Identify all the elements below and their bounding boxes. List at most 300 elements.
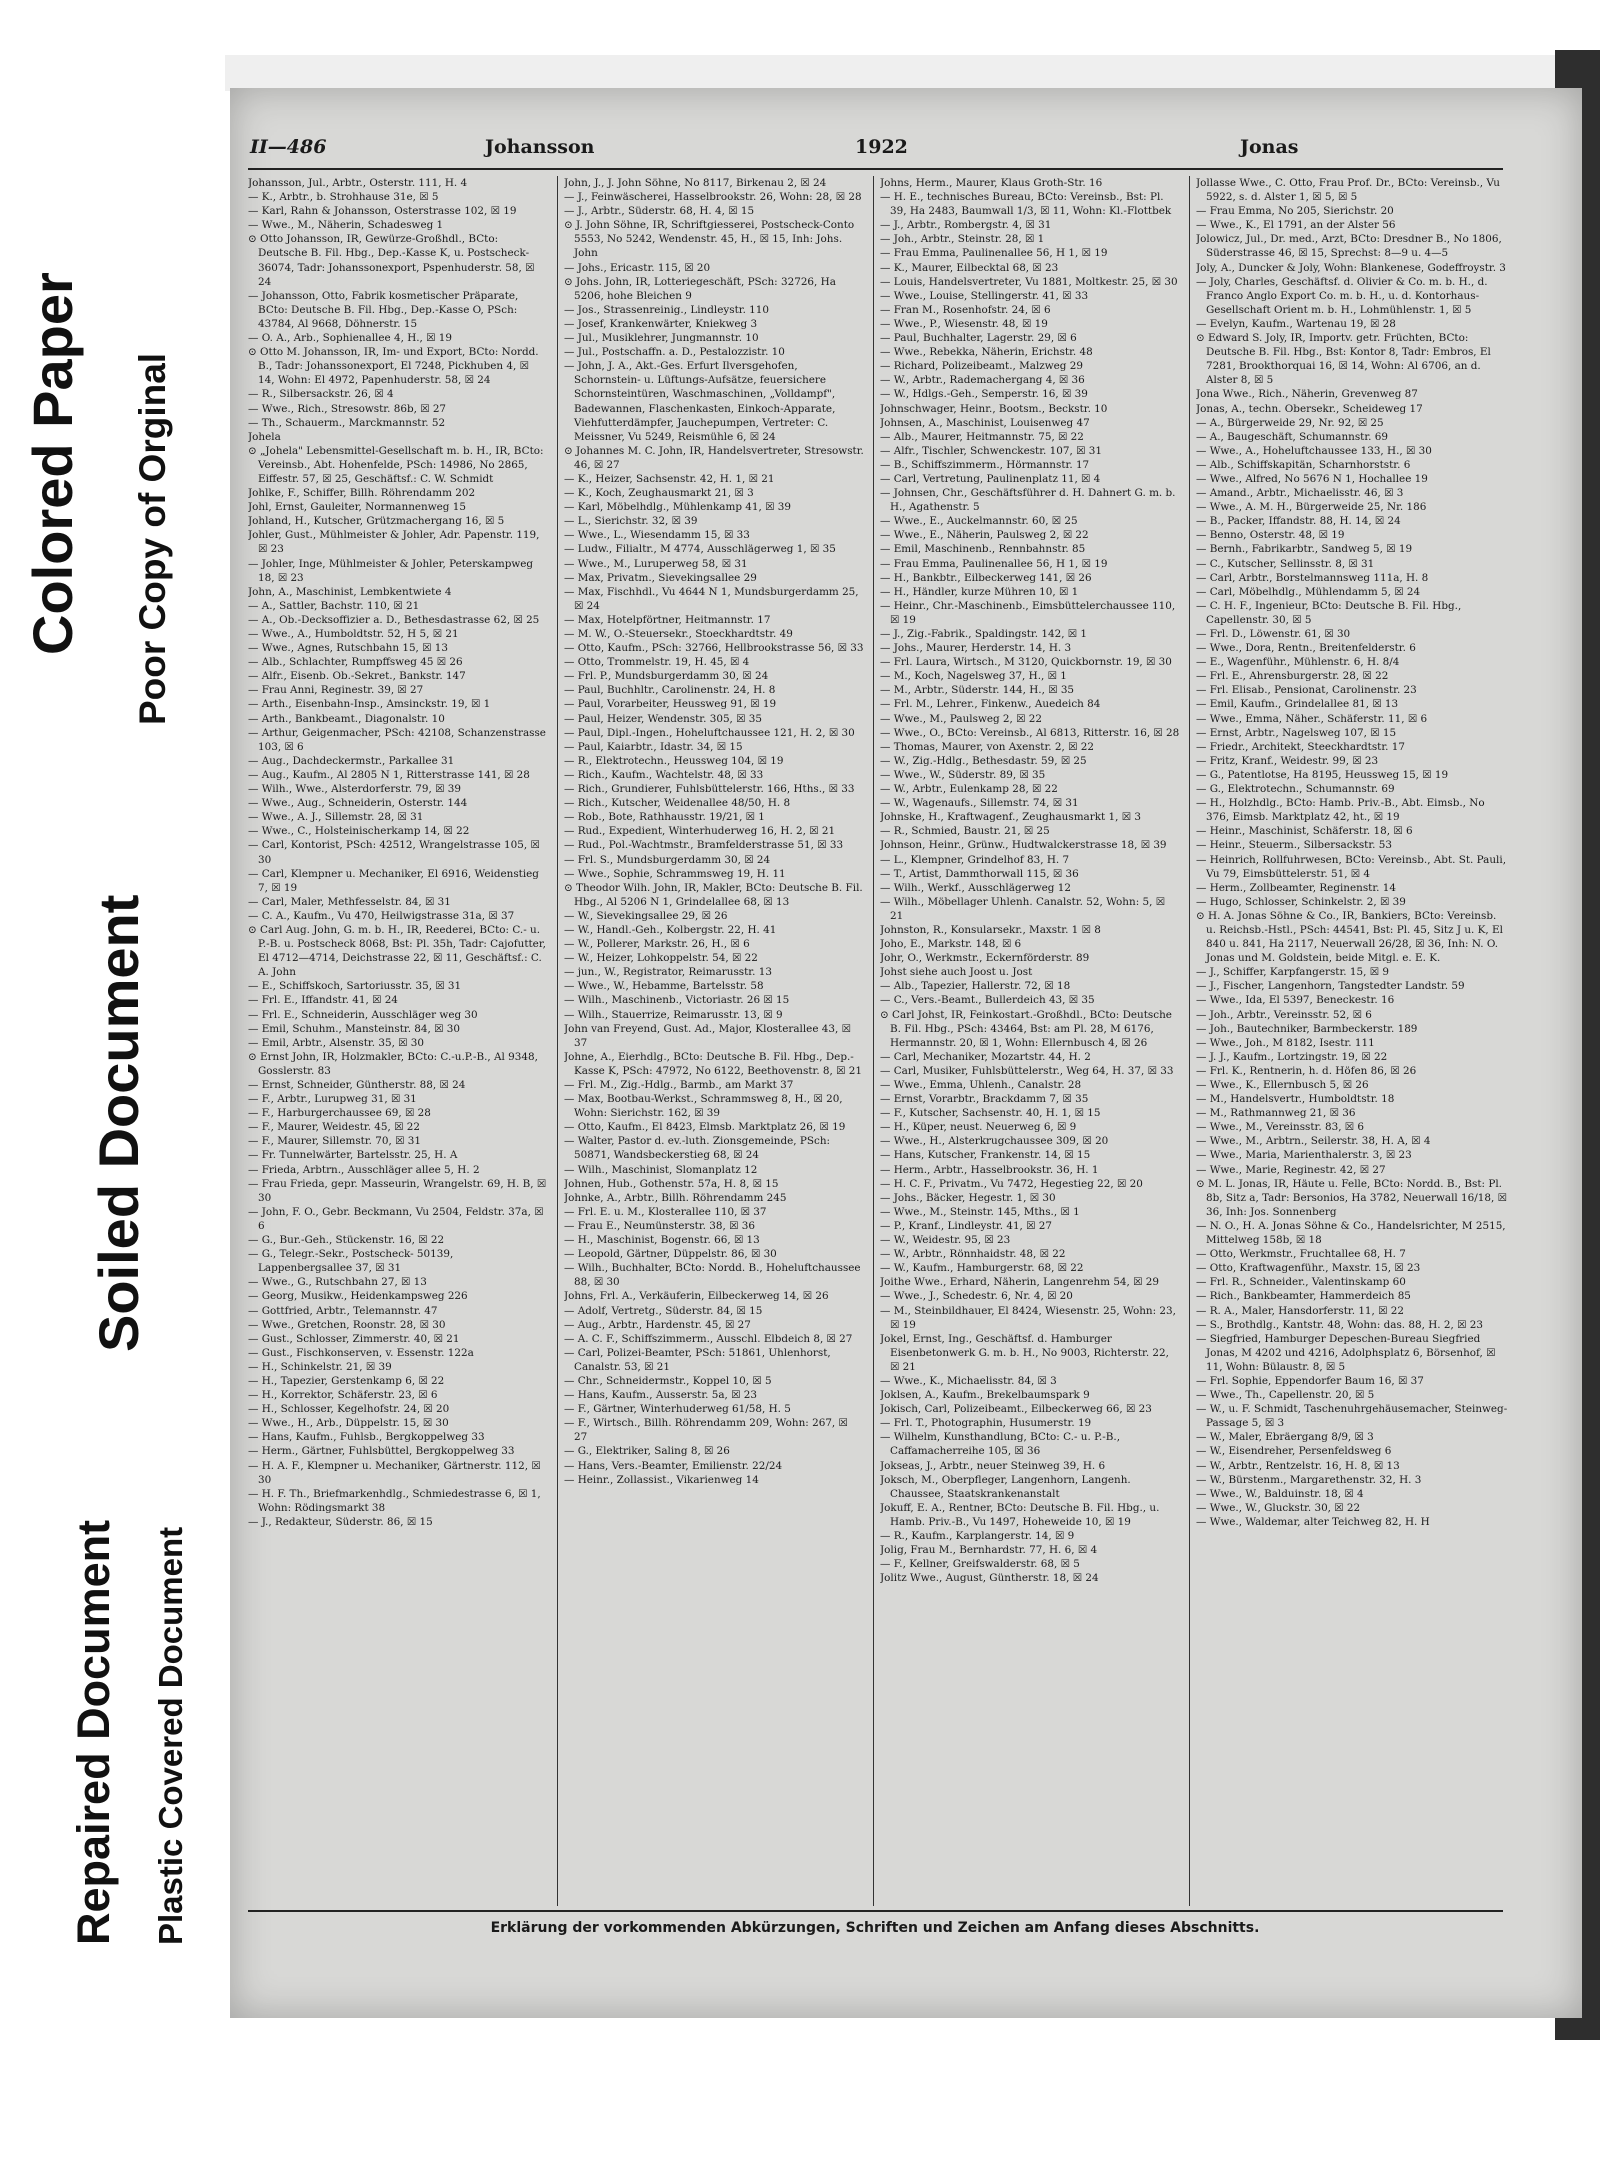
directory-entry: — Georg, Musikw., Heidenkampsweg 226 <box>248 1290 468 1303</box>
directory-entry: — G., Elektrotechn., Schumannstr. 69 <box>1196 783 1395 796</box>
directory-entry: — Wwe., M., Arbtrn., Seilerstr. 38, H. A, ☒ 4 <box>1196 1135 1431 1148</box>
directory-entry: — Johs., Bäcker, Hegestr. 1, ☒ 30 <box>880 1191 1056 1204</box>
directory-entry: Jolowicz, Jul., Dr. med., Arzt, BCto: Dresdner B., No 1806, Süderstrasse 46, ☒ 15, Sprechst: 8—9 u. 4—5 <box>1196 233 1502 260</box>
directory-entry: ⊙ H. A. Jonas Söhne & Co., IR, Bankiers, BCto: Vereinsb. u. Reichsb.-Hstl., PSch: 44541, Bst: Pl. 45, Sitz J u. K, El 840 u. 841, Ha 2117, Neuerwall 26/28, ☒ 36, Inh: N. O. Jonas und M. Goldstein, beide Mitgl. e. E. K. <box>1196 909 1503 965</box>
directory-entry: Jokuff, E. A., Rentner, BCto: Deutsche B. Fil. Hbg., u. Hamb. Priv.-B., Vu 1497, Hoheweide 10, ☒ 19 <box>880 1501 1160 1528</box>
directory-entry: ⊙ „Johela" Lebensmittel-Gesellschaft m. b. H., IR, BCto: Vereinsb., Abt. Hohenfelde, PSch: 14986, No 2865, Eiffestr. 57, ☒ 25, Geschäftsf.: C. W. Schmidt <box>248 444 544 485</box>
directory-entry: — Benno, Osterstr. 48, ☒ 19 <box>1196 529 1345 542</box>
directory-entry: — Wwe., C., Holsteinischerkamp 14, ☒ 22 <box>248 825 470 838</box>
directory-entry: Joly, A., Duncker & Joly, Wohn: Blankenese, Godeffroystr. 3 <box>1196 261 1506 274</box>
directory-entry: — Wwe., E., Näherin, Paulsweg 2, ☒ 22 <box>880 529 1089 542</box>
directory-entry: Joksch, M., Oberpfleger, Langenhorn, Langenh. Chaussee, Staatskrankenanstalt <box>880 1473 1131 1500</box>
directory-entry: — Frieda, Arbtrn., Ausschläger allee 5, H. 2 <box>248 1163 480 1176</box>
directory-entry: — W., Pollerer, Markstr. 26, H., ☒ 6 <box>564 938 750 951</box>
directory-entry: — Arth., Bankbeamt., Diagonalstr. 10 <box>248 712 445 725</box>
directory-entry: Jonas, A., techn. Obersekr., Scheideweg 17 <box>1196 402 1423 415</box>
directory-entry: — Thomas, Maurer, von Axenstr. 2, ☒ 22 <box>880 740 1094 753</box>
directory-entry: — Frl. E., Schneiderin, Ausschläger weg 30 <box>248 1008 478 1021</box>
directory-entry: — Wwe., Ida, El 5397, Beneckestr. 16 <box>1196 994 1395 1007</box>
directory-entry: Johl, Ernst, Gauleiter, Normannenweg 15 <box>248 501 466 514</box>
directory-entry: — Wilh., Werkf., Ausschlägerweg 12 <box>880 881 1071 894</box>
directory-entry: ⊙ Otto Johansson, IR, Gewürze-Großhdl., BCto: Deutsche B. Fil. Hbg., Dep.-Kasse K, u. Postscheck- 36074, Tadr: Johanssonexport, Pspenhuderstr. 58, ☒ 24 <box>248 233 535 288</box>
stamp-plastic-covered: Plastic Covered Document <box>152 1526 189 1945</box>
directory-entry: — Frl. T., Photographin, Husumerstr. 19 <box>880 1417 1092 1430</box>
directory-entry: — B., Packer, Iffandstr. 88, H. 14, ☒ 24 <box>1196 515 1401 528</box>
directory-entry: — Wwe., Emma, Näher., Schäferstr. 11, ☒ 6 <box>1196 712 1428 725</box>
footer-rule <box>248 1910 1503 1912</box>
directory-entry: — Rud., Pol.-Wachtmstr., Bramfelderstrasse 51, ☒ 33 <box>564 839 844 852</box>
directory-entry: — Arthur, Geigenmacher, PSch: 42108, Schanzenstrasse 103, ☒ 6 <box>248 726 546 753</box>
directory-entry: — M., Arbtr., Süderstr. 144, H., ☒ 35 <box>880 684 1075 697</box>
directory-entry: — J., Arbtr., Rombergstr. 4, ☒ 31 <box>880 219 1052 232</box>
page-number: II—486 <box>250 136 327 158</box>
directory-entry: — Frl. M., Lehrer., Finkenw., Auedeich 84 <box>880 698 1101 711</box>
directory-entry: — A., Bürgerweide 29, Nr. 92, ☒ 25 <box>1196 416 1384 429</box>
directory-entry: — G., Patentlotse, Ha 8195, Heussweg 15, ☒ 19 <box>1196 768 1449 781</box>
columns-area <box>248 176 1510 1906</box>
directory-entry: — Alfr., Tischler, Schwenckestr. 107, ☒ 31 <box>880 444 1102 457</box>
directory-entry: — H., Bankbtr., Eilbeckerweg 141, ☒ 26 <box>880 571 1092 584</box>
directory-entry: — Fran M., Rosenhofstr. 24, ☒ 6 <box>880 303 1051 316</box>
directory-entry: — Wwe., K., Michaelisstr. 84, ☒ 3 <box>880 1374 1057 1387</box>
directory-entry: — Alb., Maurer, Heitmannstr. 75, ☒ 22 <box>880 430 1084 443</box>
directory-entry: — Wwe., K., El 1791, an der Alster 56 <box>1196 219 1396 232</box>
directory-entry: — Rob., Bote, Rathhausstr. 19/21, ☒ 1 <box>564 811 765 824</box>
directory-entry: Johnsen, A., Maschinist, Louisenweg 47 <box>880 416 1090 429</box>
column-1 <box>248 176 548 1906</box>
directory-entry: — Hans, Kutscher, Frankenstr. 14, ☒ 15 <box>880 1149 1091 1162</box>
directory-entry: — Wilh., Stauerrize, Reimarusstr. 13, ☒ 9 <box>564 1008 783 1021</box>
directory-entry: — C. A., Kaufm., Vu 470, Heilwigstrasse 31a, ☒ 37 <box>248 909 515 922</box>
directory-entry: ⊙ Carl Aug. John, G. m. b. H., IR, Reederei, BCto: C.- u. P.-B. u. Postscheck 8068, Bst: Pl. 35h, Tadr: Cajofutter, El 4712—4714, Deichstrasse 22, ☒ 11, Geschäftsf.: C. A. John <box>248 923 546 979</box>
directory-entry: — A., Ob.-Decksoffizier a. D., Bethesdastrasse 62, ☒ 25 <box>248 613 540 626</box>
directory-entry: — Chr., Schneidermstr., Koppel 10, ☒ 5 <box>564 1374 772 1387</box>
directory-entry: — W., u. F. Schmidt, Taschenuhrgehäusemacher, Steinweg-Passage 5, ☒ 3 <box>1196 1403 1508 1430</box>
directory-entry: — C., Vers.-Beamt., Bullerdeich 43, ☒ 35 <box>880 994 1095 1007</box>
directory-entry: — Rud., Expedient, Winterhuderweg 16, H. 2, ☒ 21 <box>564 825 836 838</box>
directory-entry: — R., Silbersackstr. 26, ☒ 4 <box>248 388 394 401</box>
directory-entry: — Wwe., M., Vereinsstr. 83, ☒ 6 <box>1196 1121 1365 1134</box>
directory-entry: — W., Hdlgs.-Geh., Semperstr. 16, ☒ 39 <box>880 388 1088 401</box>
directory-entry: — Otto, Werkmstr., Fruchtallee 68, H. 7 <box>1196 1248 1406 1261</box>
directory-entry: — W., Arbtr., Rönnhaidstr. 48, ☒ 22 <box>880 1248 1066 1261</box>
directory-entry: — Frl. M., Zig.-Hdlg., Barmb., am Markt 37 <box>564 1079 794 1091</box>
directory-entry: — Frau Emma, Paulinenallee 56, H 1, ☒ 19 <box>880 557 1108 570</box>
directory-entry: — Frl. E., Iffandstr. 41, ☒ 24 <box>248 994 398 1007</box>
directory-entry: — Johs., Ericastr. 115, ☒ 20 <box>564 261 711 274</box>
directory-entry: — Walter, Pastor d. ev.-luth. Zionsgemeinde, PSch: 50871, Wandsbeckerstieg 68, ☒ 24 <box>564 1135 831 1162</box>
directory-entry: — Gust., Fischkonserven, v. Essenstr. 122a <box>248 1346 474 1359</box>
directory-entry: — Carl, Musiker, Fuhlsbüttelerstr., Weg 64, H. 37, ☒ 33 <box>880 1064 1174 1077</box>
directory-entry: — Otto, Kraftwagenführ., Maxstr. 15, ☒ 23 <box>1196 1262 1421 1275</box>
directory-entry: John, A., Maschinist, Lembkentwiete 4 <box>248 585 452 598</box>
directory-entry: — Adolf, Vertretg., Süderstr. 84, ☒ 15 <box>564 1304 763 1317</box>
directory-page <box>230 88 1582 2018</box>
directory-entry: — Karl, Rahn & Johansson, Osterstrasse 102, ☒ 19 <box>248 205 517 218</box>
directory-entry: ⊙ J. John Söhne, IR, Schriftgiesserei, Postscheck-Conto 5553, No 5242, Wendenstr. 45, H., ☒ 15, Inh: Johs. John <box>564 219 855 260</box>
stamp-poor-copy: Poor Copy of Orginal <box>132 352 173 725</box>
directory-entry: — Frl. D., Löwenstr. 61, ☒ 30 <box>1196 628 1351 640</box>
directory-entry: — Wwe., L., Wiesendamm 15, ☒ 33 <box>564 529 750 542</box>
directory-entry: — Friedr., Architekt, Steeckhardtstr. 17 <box>1196 740 1405 753</box>
directory-entry: — Alb., Tapezier, Hallerstr. 72, ☒ 18 <box>880 980 1071 993</box>
directory-entry: — Wwe., H., Arb., Düppelstr. 15, ☒ 30 <box>248 1417 449 1430</box>
directory-entry: — E., Schiffskoch, Sartoriusstr. 35, ☒ 31 <box>248 980 462 993</box>
directory-entry: — Gust., Schlosser, Zimmerstr. 40, ☒ 21 <box>248 1332 460 1345</box>
directory-entry: — Fritz, Kranf., Weidestr. 99, ☒ 23 <box>1196 754 1379 767</box>
directory-entry: — W., Weidestr. 95, ☒ 23 <box>880 1234 1011 1247</box>
directory-entry: — Jul., Musiklehrer, Jungmannstr. 10 <box>564 332 759 345</box>
directory-entry: — Frl. S., Mundsburgerdamm 30, ☒ 24 <box>564 853 771 866</box>
directory-entry: — Louis, Handelsvertreter, Vu 1881, Moltkestr. 25, ☒ 30 <box>880 275 1178 288</box>
directory-entry: — Ernst, Schneider, Güntherstr. 88, ☒ 24 <box>248 1079 466 1091</box>
directory-entry: ⊙ Theodor Wilh. John, IR, Makler, BCto: Deutsche B. Fil. Hbg., Al 5206 N 1, Grindelallee 68, ☒ 13 <box>564 881 863 908</box>
directory-entry: — Wilh., Maschinist, Slomanplatz 12 <box>564 1163 758 1176</box>
directory-entry: — Frau Emma, Paulinenallee 56, H 1, ☒ 19 <box>880 247 1108 260</box>
directory-entry: — Carl, Vertretung, Paulinenplatz 11, ☒ 4 <box>880 472 1101 485</box>
directory-entry: John, J., J. John Söhne, No 8117, Birkenau 2, ☒ 24 <box>564 177 827 189</box>
directory-entry: — Josef, Krankenwärter, Kniekweg 3 <box>564 317 758 330</box>
directory-entry: Johr, O., Werkmstr., Eckernförderstr. 89 <box>880 952 1090 965</box>
directory-entry: — W., Zig.-Hdlg., Bethesdastr. 59, ☒ 25 <box>880 754 1087 767</box>
directory-entry: — Wwe., Waldemar, alter Teichweg 82, H. H <box>1196 1515 1430 1528</box>
column-4 <box>1196 176 1508 1906</box>
column-separator <box>873 176 874 1906</box>
directory-entry: — F., Kutscher, Sachsenstr. 40, H. 1, ☒ 15 <box>880 1107 1101 1120</box>
directory-entry: Johela <box>248 430 281 443</box>
directory-entry: — Hans, Kaufm., Ausserstr. 5a, ☒ 23 <box>564 1389 758 1402</box>
directory-entry: — Wwe., Dora, Rentn., Breitenfelderstr. 6 <box>1196 642 1416 655</box>
directory-entry: — Siegfried, Hamburger Depeschen-Bureau Siegfried Jonas, M 4202 und 4216, Adolphsplatz 6, Börsenhof, ☒ 11, Wohn: Bülaustr. 8, ☒ 5 <box>1196 1332 1496 1373</box>
directory-entry: — John, F. O., Gebr. Beckmann, Vu 2504, Feldstr. 37a, ☒ 6 <box>248 1205 544 1232</box>
directory-entry: — H. A. F., Klempner u. Mechaniker, Gärtnerstr. 112, ☒ 30 <box>248 1459 541 1486</box>
directory-entry: — Frau Emma, No 205, Sierichstr. 20 <box>1196 205 1394 218</box>
directory-entry: Johnke, A., Arbtr., Billh. Röhrendamm 245 <box>564 1191 787 1204</box>
directory-entry: — A. C. F., Schiffszimmerm., Ausschl. Elbdeich 8, ☒ 27 <box>564 1332 853 1345</box>
directory-entry: — Karl, Möbelhdlg., Mühlenkamp 41, ☒ 39 <box>564 501 791 514</box>
stamp-repaired-document: Repaired Document <box>68 1519 119 1945</box>
directory-entry: — Wwe., Aug., Schneiderin, Osterstr. 144 <box>248 797 468 810</box>
directory-entry: — L., Sierichstr. 32, ☒ 39 <box>564 515 698 528</box>
directory-entry: — Rich., Kutscher, Weidenallee 48/50, H. 8 <box>564 797 791 810</box>
directory-entry: — Herm., Arbtr., Hasselbrookstr. 36, H. 1 <box>880 1163 1099 1176</box>
directory-entry: Johnen, Hub., Gothenstr. 57a, H. 8, ☒ 15 <box>564 1177 779 1190</box>
directory-entry: — H., Tapezier, Gerstenkamp 6, ☒ 22 <box>248 1374 445 1387</box>
directory-entry: — G., Bur.-Geh., Stückenstr. 16, ☒ 22 <box>248 1234 445 1247</box>
directory-entry: — W., Arbtr., Rentzelstr. 16, H. 8, ☒ 13 <box>1196 1459 1400 1472</box>
directory-entry: — Heinrich, Rollfuhrwesen, BCto: Vereinsb., Abt. St. Pauli, Vu 79, Eimsbüttelerstr. 51, ☒ 4 <box>1196 853 1507 880</box>
directory-entry: ⊙ Carl Johst, IR, Feinkostart.-Großhdl., BCto: Deutsche B. Fil. Hbg., PSch: 43464, Bst: am Pl. 28, M 6176, Hermannstr. 20, ☒ 1, Wohn: Ellernbusch 4, ☒ 26 <box>880 1008 1172 1049</box>
directory-entry: — P., Kranf., Lindleystr. 41, ☒ 27 <box>880 1219 1053 1232</box>
directory-entry: — M., Koch, Nagelsweg 37, H., ☒ 1 <box>880 670 1067 683</box>
column-separator <box>1189 176 1190 1906</box>
directory-entry: — W., Eisendreher, Persenfeldsweg 6 <box>1196 1445 1392 1458</box>
first-entry-name: Johansson <box>485 136 595 158</box>
directory-entry: — H. E., technisches Bureau, BCto: Vereinsb., Bst: Pl. 39, Ha 2483, Baumwall 1/3, ☒ 11, Wohn: Kl.-Flottbek <box>880 191 1172 218</box>
directory-entry: — Wwe., E., Auckelmannstr. 60, ☒ 25 <box>880 515 1078 528</box>
directory-entry: — F., Harburgerchaussee 69, ☒ 28 <box>248 1107 431 1120</box>
directory-entry: — W., Maler, Ebräergang 8/9, ☒ 3 <box>1196 1431 1374 1444</box>
directory-entry: — W., Arbtr., Eulenkamp 28, ☒ 22 <box>880 783 1058 796</box>
directory-entry: — Jul., Postschaffn. a. D., Pestalozzistr. 10 <box>564 346 785 359</box>
directory-entry: — Hans, Vers.-Beamter, Emilienstr. 22/24 <box>564 1459 783 1472</box>
directory-entry: — Wwe., P., Wiesenstr. 48, ☒ 19 <box>880 317 1048 330</box>
directory-entry: — Frl. Sophie, Eppendorfer Baum 16, ☒ 37 <box>1196 1374 1424 1387</box>
directory-entry: Johler, Gust., Mühlmeister & Johler, Adr. Papenstr. 119, ☒ 23 <box>248 529 540 556</box>
directory-entry: Johnschwager, Heinr., Bootsm., Beckstr. 10 <box>880 402 1108 415</box>
directory-entry: — W., Handl.-Geh., Kolbergstr. 22, H. 41 <box>564 923 777 936</box>
directory-entry: — Wwe., Rebekka, Näherin, Erichstr. 48 <box>880 346 1093 359</box>
directory-entry: — Emil, Maschinenb., Rennbahnstr. 85 <box>880 543 1086 556</box>
directory-entry: — Wwe., Gretchen, Roonstr. 28, ☒ 30 <box>248 1318 446 1331</box>
directory-entry: Jolig, Frau M., Bernhardstr. 77, H. 6, ☒ 4 <box>880 1544 1098 1557</box>
directory-entry: — Emil, Kaufm., Grindelallee 81, ☒ 13 <box>1196 698 1399 711</box>
directory-entry: — A., Sattler, Bachstr. 110, ☒ 21 <box>248 599 420 612</box>
directory-entry: — J., Zig.-Fabrik., Spaldingstr. 142, ☒ 1 <box>880 628 1088 640</box>
left-margin-strip <box>0 0 225 2177</box>
directory-entry: — Wwe., W., Hebamme, Bartelsstr. 58 <box>564 980 764 993</box>
directory-entry: — H., Korrektor, Schäferstr. 23, ☒ 6 <box>248 1389 438 1402</box>
directory-entry: — Aug., Arbtr., Hardenstr. 45, ☒ 27 <box>564 1318 751 1331</box>
directory-entry: — Carl, Mechaniker, Mozartstr. 44, H. 2 <box>880 1050 1091 1063</box>
directory-entry: — K., Heizer, Sachsenstr. 42, H. 1, ☒ 21 <box>564 472 775 485</box>
directory-entry: — Carl, Maler, Methfesselstr. 84, ☒ 31 <box>248 895 451 908</box>
directory-entry: — F., Maurer, Sillemstr. 70, ☒ 31 <box>248 1135 421 1148</box>
directory-entry: — Wwe., Agnes, Rutschbahn 15, ☒ 13 <box>248 642 448 655</box>
directory-entry: — O. A., Arb., Sophienallee 4, H., ☒ 19 <box>248 332 453 345</box>
directory-entry: — Wwe., Th., Capellenstr. 20, ☒ 5 <box>1196 1389 1375 1402</box>
directory-entry: — Wwe., Maria, Marienthalerstr. 3, ☒ 23 <box>1196 1149 1412 1162</box>
directory-entry: — Heinr., Steuerm., Silbersackstr. 53 <box>1196 839 1392 852</box>
directory-entry: — Carl, Möbelhdlg., Mühlendamm 5, ☒ 24 <box>1196 585 1421 598</box>
directory-entry: — Wwe., W., Balduinstr. 18, ☒ 4 <box>1196 1487 1364 1500</box>
directory-entry: — W., Kaufm., Hamburgerstr. 68, ☒ 22 <box>880 1262 1084 1275</box>
directory-entry: — Wwe., W., Gluckstr. 30, ☒ 22 <box>1196 1501 1361 1514</box>
directory-entry: — Max, Fischhdl., Vu 4644 N 1, Mundsburgerdamm 25, ☒ 24 <box>564 585 859 612</box>
directory-entry: — Wwe., Rich., Stresowstr. 86b, ☒ 27 <box>248 402 447 415</box>
directory-entry: — Wwe., A., Humboldtstr. 52, H 5, ☒ 21 <box>248 628 459 640</box>
directory-entry: Johne, A., Eierhdlg., BCto: Deutsche B. Fil. Hbg., Dep.-Kasse K, PSch: 47972, No 6122, Beethovenstr. 8, ☒ 21 <box>564 1050 862 1077</box>
directory-entry: Jokisch, Carl, Polizeibeamt., Eilbeckerweg 66, ☒ 23 <box>880 1403 1152 1416</box>
directory-entry: — W., Heizer, Lohkoppelstr. 54, ☒ 22 <box>564 952 758 965</box>
directory-entry: — L., Klempner, Grindelhof 83, H. 7 <box>880 853 1070 866</box>
last-entry-name: Jonas <box>1240 136 1299 158</box>
directory-entry: — J., Redakteur, Süderstr. 86, ☒ 15 <box>248 1515 433 1528</box>
directory-entry: — Otto, Kaufm., PSch: 32766, Hellbrookstrasse 56, ☒ 33 <box>564 642 864 655</box>
directory-entry: — C., Kutscher, Sellinsstr. 8, ☒ 31 <box>1196 557 1375 570</box>
directory-entry: Johnston, R., Konsularsekr., Maxstr. 1 ☒ 8 <box>880 923 1101 936</box>
directory-entry: — J. J., Kaufm., Lortzingstr. 19, ☒ 22 <box>1196 1050 1388 1063</box>
directory-entry: — Wilhelm, Kunsthandlung, BCto: C.- u. P.-B., Caffamacherreihe 105, ☒ 36 <box>880 1431 1121 1458</box>
directory-entry: — Frl. Laura, Wirtsch., M 3120, Quickbornstr. 19, ☒ 30 <box>880 656 1172 669</box>
directory-entry: — Arth., Eisenbahn-Insp., Amsinckstr. 19, ☒ 1 <box>248 698 491 711</box>
directory-entry: Johnske, H., Kraftwagenf., Zeughausmarkt 1, ☒ 3 <box>880 811 1141 824</box>
directory-entry: — Gottfried, Arbtr., Telemannstr. 47 <box>248 1304 438 1317</box>
directory-entry: — H., Holzhdlg., BCto: Hamb. Priv.-B., Abt. Eimsb., No 376, Eimsb. Marktplatz 42, ht., ☒ 19 <box>1196 797 1485 824</box>
directory-entry: — Rich., Kaufm., Wachtelstr. 48, ☒ 33 <box>564 768 764 781</box>
directory-year: 1922 <box>855 136 908 158</box>
directory-entry: — Wwe., A., Hoheluftchaussee 133, H., ☒ 30 <box>1196 444 1432 457</box>
directory-entry: — R., Schmied, Baustr. 21, ☒ 25 <box>880 825 1050 838</box>
directory-entry: — Wwe., G., Rutschbahn 27, ☒ 13 <box>248 1276 427 1289</box>
abbreviations-note: Erklärung der vorkommenden Abkürzungen, Schriften und Zeichen am Anfang dieses Abschnitts. <box>490 1920 1260 1936</box>
directory-entry: — Johnsen, Chr., Geschäftsführer d. H. Dahnert G. m. b. H., Agathenstr. 5 <box>880 487 1176 514</box>
directory-entry: — Hans, Kaufm., Fuhlsb., Bergkoppelweg 33 <box>248 1431 485 1444</box>
directory-entry: Joklsen, A., Kaufm., Brekelbaumspark 9 <box>880 1389 1090 1402</box>
directory-entry: — N. O., H. A. Jonas Söhne & Co., Handelsrichter, M 2515, Mittelweg 158b, ☒ 18 <box>1196 1219 1506 1247</box>
directory-entry: — Otto, Kaufm., El 8423, Elmsb. Marktplatz 26, ☒ 19 <box>564 1121 846 1134</box>
directory-entry: — Frl. E. u. M., Klosterallee 110, ☒ 37 <box>564 1205 767 1218</box>
directory-entry: — Wwe., Louise, Stellingerstr. 41, ☒ 33 <box>880 289 1089 302</box>
directory-entry: — Frau Anni, Reginestr. 39, ☒ 27 <box>248 684 424 697</box>
directory-entry: — H., Schlosser, Kegelhofstr. 24, ☒ 20 <box>248 1403 450 1416</box>
column-separator <box>557 176 558 1906</box>
directory-entry: — Frau Frieda, gepr. Masseurin, Wrangelstr. 69, H. B, ☒ 30 <box>248 1177 547 1204</box>
directory-entry: — M., Steinbildhauer, El 8424, Wiesenstr. 25, Wohn: 23, ☒ 19 <box>880 1304 1176 1331</box>
directory-entry: — Wwe., K., Ellernbusch 5, ☒ 26 <box>1196 1079 1369 1091</box>
directory-entry: — John, J. A., Akt.-Ges. Erfurt Ilversgehofen, Schornstein- u. Lüftungs-Aufsätze, feuersichere Schornsteintüren, Waschmaschinen, „Volldampf", Badewannen, Flaschenkasten, Einkoch-Apparate, Viehfutterdämpfer, Jauchepumpen, Vertreter: C. Meissner, Vu 5249, Reismühle 6, ☒ 24 <box>564 360 836 443</box>
directory-entry: — Joh., Bautechniker, Barmbeckerstr. 189 <box>1196 1022 1418 1035</box>
directory-entry: — Max, Privatm., Sievekingsallee 29 <box>564 571 757 584</box>
directory-entry: — W., Sievekingsallee 29, ☒ 26 <box>564 909 728 922</box>
directory-entry: Johlke, F., Schiffer, Billh. Röhrendamm 202 <box>248 487 476 500</box>
directory-entry: — W., Bürstenm., Margarethenstr. 32, H. 3 <box>1196 1473 1422 1486</box>
directory-entry: Jokel, Ernst, Ing., Geschäftsf. d. Hamburger Eisenbetonwerk G. m. b. H., No 9003, Richterstr. 22, ☒ 21 <box>880 1332 1169 1373</box>
directory-entry: — Wwe., A. M. H., Bürgerweide 25, Nr. 186 <box>1196 501 1427 514</box>
directory-entry: — Otto, Trommelstr. 19, H. 45, ☒ 4 <box>564 656 750 669</box>
directory-entry: — M., Handelsvertr., Humboldtstr. 18 <box>1196 1093 1395 1106</box>
directory-entry: ⊙ Edward S. Joly, IR, Importv. getr. Früchten, BCto: Deutsche B. Fil. Hbg., Bst: Kontor 8, Tadr: Embros, El 7281, Brookthorquai 16, ☒ 14, Wohn: Al 6706, an d. Alster 8, ☒ 5 <box>1196 332 1491 387</box>
directory-entry: Jolitz Wwe., August, Güntherstr. 18, ☒ 24 <box>880 1572 1099 1585</box>
directory-entry: — Frau E., Neumünsterstr. 38, ☒ 36 <box>564 1219 755 1232</box>
directory-entry: Johns, Herm., Maurer, Klaus Groth-Str. 16 <box>880 177 1103 189</box>
directory-entry: — F., Kellner, Greifswalderstr. 68, ☒ 5 <box>880 1558 1080 1571</box>
directory-entry: ⊙ M. L. Jonas, IR, Häute u. Felle, BCto: Nordd. B., Bst: Pl. 8b, Sitz a, Tadr: Bersonios, Ha 3782, Neuerwall 16/18, ☒ 36, Inh: Jos. Sonnenberg <box>1196 1177 1507 1218</box>
directory-entry: — R., Elektrotechn., Heussweg 104, ☒ 19 <box>564 754 784 767</box>
directory-entry: — Joh., Arbtr., Steinstr. 28, ☒ 1 <box>880 233 1045 246</box>
directory-entry: — H., Küper, neust. Neuerweg 6, ☒ 9 <box>880 1121 1077 1134</box>
directory-entry: — W., Arbtr., Rademachergang 4, ☒ 36 <box>880 374 1085 387</box>
directory-entry: — S., Brothdlg., Kantstr. 48, Wohn: das. 88, H. 2, ☒ 23 <box>1196 1318 1483 1331</box>
directory-entry: — Aug., Kaufm., Al 2805 N 1, Ritterstrasse 141, ☒ 28 <box>248 768 530 781</box>
directory-entry: — T., Artist, Dammthorwall 115, ☒ 36 <box>880 867 1079 880</box>
header-rule <box>248 168 1503 170</box>
directory-entry: Jona Wwe., Rich., Näherin, Grevenweg 87 <box>1196 388 1418 401</box>
directory-entry: — H. C. F., Privatm., Vu 7472, Hegestieg 22, ☒ 20 <box>880 1177 1143 1190</box>
directory-entry: — Bernh., Fabrikarbtr., Sandweg 5, ☒ 19 <box>1196 543 1413 556</box>
directory-entry: — Wwe., H., Alsterkrugchaussee 309, ☒ 20 <box>880 1135 1109 1148</box>
directory-entry: — Hugo, Schlosser, Schinkelstr. 2, ☒ 39 <box>1196 895 1406 908</box>
column-3 <box>880 176 1180 1906</box>
directory-entry: — K., Arbtr., b. Strohhause 31e, ☒ 5 <box>248 191 439 204</box>
directory-entry: — J., Arbtr., Süderstr. 68, H. 4, ☒ 15 <box>564 205 755 218</box>
directory-entry: — M., Rathmannweg 21, ☒ 36 <box>1196 1107 1356 1120</box>
directory-entry: — Rich., Bankbeamter, Hammerdeich 85 <box>1196 1290 1411 1303</box>
directory-entry: — Paul, Buchhalter, Lagerstr. 29, ☒ 6 <box>880 332 1077 345</box>
directory-entry: — H., Maschinist, Bogenstr. 66, ☒ 13 <box>564 1234 760 1247</box>
directory-entry: Joho, E., Markstr. 148, ☒ 6 <box>880 938 1022 951</box>
directory-entry: — Frl. Elisab., Pensionat, Carolinenstr. 23 <box>1196 684 1417 697</box>
directory-entry: — H., Schinkelstr. 21, ☒ 39 <box>248 1360 392 1373</box>
directory-entry: — Wwe., M., Paulsweg 2, ☒ 22 <box>880 712 1042 725</box>
directory-entry: — Aug., Dachdeckermstr., Parkallee 31 <box>248 754 455 767</box>
directory-entry: — F., Gärtner, Winterhuderweg 61/58, H. 5 <box>564 1403 791 1416</box>
directory-entry: Johns, Frl. A., Verkäuferin, Eilbeckerweg 14, ☒ 26 <box>564 1290 829 1303</box>
directory-entry: — K., Koch, Zeughausmarkt 21, ☒ 3 <box>564 487 754 500</box>
directory-entry: — A., Baugeschäft, Schumannstr. 69 <box>1196 430 1389 443</box>
directory-entry: — Emil, Schuhm., Mansteinstr. 84, ☒ 30 <box>248 1022 460 1035</box>
directory-entry: Johnson, Heinr., Grünw., Hudtwalckerstrasse 18, ☒ 39 <box>880 839 1167 852</box>
directory-entry: — Wwe., A. J., Sillemstr. 28, ☒ 31 <box>248 811 424 824</box>
directory-entry: — Herm., Zollbeamter, Reginenstr. 14 <box>1196 881 1396 894</box>
directory-entry: ⊙ Johannes M. C. John, IR, Handelsvertreter, Stresowstr. 46, ☒ 27 <box>564 444 864 471</box>
directory-entry: — Wilh., Wwe., Alsterdorferstr. 79, ☒ 39 <box>248 783 461 796</box>
directory-entry: Johland, H., Kutscher, Grützmachergang 16, ☒ 5 <box>248 515 505 528</box>
directory-entry: — W., Wagenaufs., Sillemstr. 74, ☒ 31 <box>880 797 1079 810</box>
directory-entry: — Frl. R., Schneider., Valentinskamp 60 <box>1196 1276 1406 1289</box>
directory-entry: Jollasse Wwe., C. Otto, Frau Prof. Dr., BCto: Vereinsb., Vu 5922, s. d. Alster 1, ☒ 5, ☒ 5 <box>1196 177 1500 204</box>
directory-entry: — Carl, Arbtr., Borstelmannsweg 111a, H. 8 <box>1196 571 1429 584</box>
directory-entry: — Carl, Klempner u. Mechaniker, El 6916, Weidenstieg 7, ☒ 19 <box>248 867 539 894</box>
directory-entry: — J., Feinwäscherei, Hasselbrookstr. 26, Wohn: 28, ☒ 28 <box>564 191 862 204</box>
directory-entry: ⊙ Ernst John, IR, Holzmakler, BCto: C.-u.P.-B., Al 9348, Gosslerstr. 83 <box>248 1050 538 1077</box>
directory-entry: — Wwe., M., Näherin, Schadesweg 1 <box>248 219 444 232</box>
directory-entry: — H. F. Th., Briefmarkenhdlg., Schmiedestrasse 6, ☒ 1, Wohn: Rödingsmarkt 38 <box>248 1487 541 1514</box>
directory-entry: — Max, Bootbau-Werkst., Schrammsweg 8, H., ☒ 20, Wohn: Sierichstr. 162, ☒ 39 <box>564 1093 843 1120</box>
directory-entry: — Wwe., Marie, Reginestr. 42, ☒ 27 <box>1196 1163 1386 1176</box>
directory-entry: Johst siehe auch Joost u. Jost <box>880 966 1033 979</box>
directory-entry: ⊙ Johs. John, IR, Lotteriegeschäft, PSch: 32726, Ha 5206, hohe Bleichen 9 <box>564 275 836 302</box>
directory-entry: ⊙ Otto M. Johansson, IR, Im- und Export, BCto: Nordd. B., Tadr: Johanssonexport, El 7248, Pickhuben 4, ☒ 14, Wohn: El 4972, Papenhuderstr. 58, ☒ 24 <box>248 346 539 387</box>
directory-entry: — Wilh., Buchhalter, BCto: Nordd. B., Hoheluftchaussee 88, ☒ 30 <box>564 1262 861 1289</box>
directory-entry: — R., Kaufm., Karplangerstr. 14, ☒ 9 <box>880 1530 1075 1542</box>
directory-entry: — H., Händler, kurze Mühren 10, ☒ 1 <box>880 585 1079 598</box>
stamp-colored-paper: Colored Paper <box>21 272 84 655</box>
directory-entry: — Evelyn, Kaufm., Wartenau 19, ☒ 28 <box>1196 317 1396 330</box>
directory-entry: — Johs., Maurer, Herderstr. 14, H. 3 <box>880 642 1072 655</box>
directory-entry: — Paul, Heizer, Wendenstr. 305, ☒ 35 <box>564 712 763 725</box>
directory-entry: — E., Wagenführ., Mühlenstr. 6, H. 8/4 <box>1196 656 1400 669</box>
directory-entry: Johansson, Jul., Arbtr., Osterstr. 111, H. 4 <box>248 177 468 189</box>
directory-entry: — Paul, Dipl.-Ingen., Hoheluftchaussee 121, H. 2, ☒ 30 <box>564 726 855 739</box>
directory-entry: — Fr. Tunnelwärter, Bartelsstr. 25, H. A <box>248 1149 458 1162</box>
directory-entry: — Wwe., M., Luruperweg 58, ☒ 31 <box>564 557 748 570</box>
directory-entry: — Wwe., W., Süderstr. 89, ☒ 35 <box>880 768 1046 781</box>
column-2 <box>564 176 864 1906</box>
directory-entry: — Ernst, Arbtr., Nagelsweg 107, ☒ 15 <box>1196 726 1397 739</box>
stamp-soiled-document: Soiled Document <box>87 894 150 1352</box>
directory-entry: — Wwe., O., BCto: Vereinsb., Al 6813, Ritterstr. 16, ☒ 28 <box>880 726 1180 739</box>
directory-entry: — Wwe., Sophie, Schrammsweg 19, H. 11 <box>564 867 786 880</box>
directory-entry: Joithe Wwe., Erhard, Näherin, Langenrehm 54, ☒ 29 <box>880 1276 1159 1289</box>
directory-entry: — Paul, Buchhltr., Carolinenstr. 24, H. 8 <box>564 684 776 697</box>
directory-entry: — Wwe., Joh., M 8182, Isestr. 111 <box>1196 1036 1375 1049</box>
directory-entry: — Wwe., Emma, Uhlenh., Canalstr. 28 <box>880 1079 1082 1091</box>
directory-entry: — Herm., Gärtner, Fuhlsbüttel, Bergkoppelweg 33 <box>248 1445 515 1458</box>
directory-entry: — Rich., Grundierer, Fuhlsbüttelerstr. 166, Hths., ☒ 33 <box>564 783 855 796</box>
directory-entry: — Ludw., Filialtr., M 4774, Ausschlägerweg 1, ☒ 35 <box>564 543 836 556</box>
directory-entry: — Ernst, Vorarbtr., Brackdamm 7, ☒ 35 <box>880 1093 1089 1106</box>
directory-entry: — F., Maurer, Weidestr. 45, ☒ 22 <box>248 1121 420 1134</box>
directory-entry: John van Freyend, Gust. Ad., Major, Klosterallee 43, ☒ 37 <box>564 1022 851 1049</box>
directory-entry: — Johler, Inge, Mühlmeister & Johler, Peterskampweg 18, ☒ 23 <box>248 557 534 584</box>
directory-entry: — Heinr., Zollassist., Vikarienweg 14 <box>564 1473 759 1486</box>
directory-entry: — Wilh., Möbellager Uhlenh. Canalstr. 52, Wohn: 5, ☒ 21 <box>880 895 1166 922</box>
directory-entry: — Joly, Charles, Geschäftsf. d. Olivier & Co. m. b. H., d. Franco Anglo Export Co. m. b. H., u. d. Kontorhaus-Gesellschaft Orient m. b. H., Lohmühlenstr. 1, ☒ 5 <box>1196 275 1488 316</box>
directory-entry: — Johansson, Otto, Fabrik kosmetischer Präparate, BCto: Deutsche B. Fil. Hbg., Dep.-Kasse O, PSch: 43784, Al 9668, Döhnerstr. 15 <box>248 289 519 330</box>
directory-entry: — Wwe., M., Steinstr. 145, Mths., ☒ 1 <box>880 1205 1080 1218</box>
directory-entry: — Leopold, Gärtner, Düppelstr. 86, ☒ 30 <box>564 1248 777 1261</box>
